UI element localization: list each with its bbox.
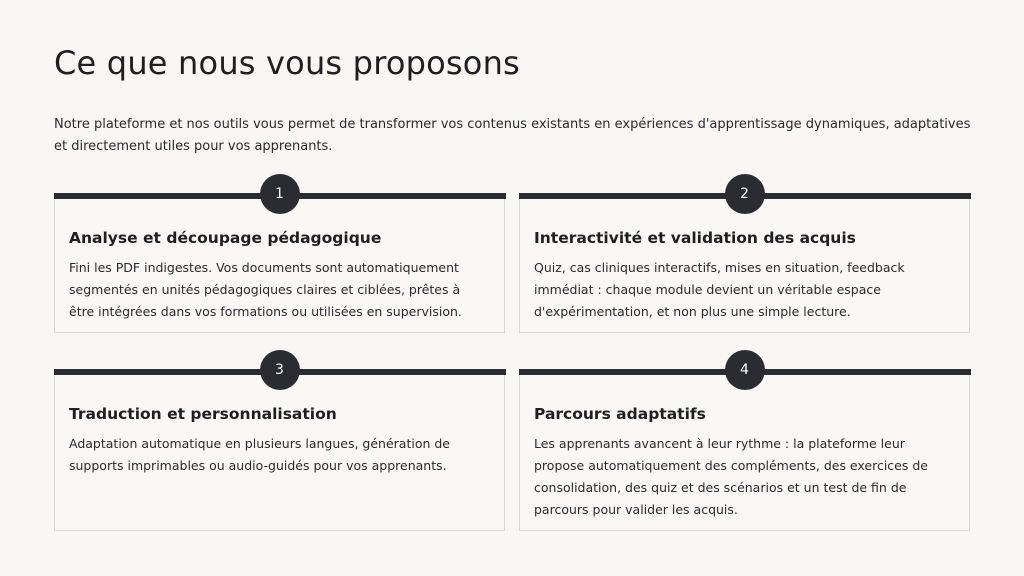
card-description: Les apprenants avancent à leur rythme : la plateforme leur propose automatiquement des compléments, des exercices de consolidation, des quiz et des scénarios et un test de fin de parcours pour valider les acquis.: [534, 436, 928, 517]
card-description: Adaptation automatique en plusieurs langues, génération de supports imprimables ou audio-guidés pour vos apprenants.: [69, 436, 450, 473]
card-title: Analyse et découpage pédagogique: [69, 229, 382, 247]
card-description: Quiz, cas cliniques interactifs, mises en situation, feedback immédiat : chaque module devient un véritable espace d'expérimentation, et non plus une simple lecture.: [534, 260, 905, 319]
card-number-badge: 3: [260, 350, 300, 390]
card-description: Fini les PDF indigestes. Vos documents sont automatiquement segmentés en unités pédagogiques claires et ciblées, prêtes à être intégrées dans vos formations ou utilisées en supervision.: [69, 260, 462, 319]
card-number-badge: 1: [260, 174, 300, 214]
feature-card-3: [54, 362, 505, 531]
card-number-badge: 2: [725, 174, 765, 214]
page-title: Ce que nous vous proposons: [54, 44, 520, 82]
card-number-badge: 4: [725, 350, 765, 390]
feature-card-1: [54, 186, 505, 333]
card-title: Interactivité et validation des acquis: [534, 229, 856, 247]
intro-paragraph: Notre plateforme et nos outils vous permet de transformer vos contenus existants en expériences d'apprentissage dynamiques, adaptatives et directement utiles pour vos apprenants.: [54, 117, 971, 154]
feature-card-2: [519, 186, 970, 333]
feature-card-4: [519, 362, 970, 531]
card-title: Parcours adaptatifs: [534, 405, 706, 423]
card-title: Traduction et personnalisation: [69, 405, 337, 423]
